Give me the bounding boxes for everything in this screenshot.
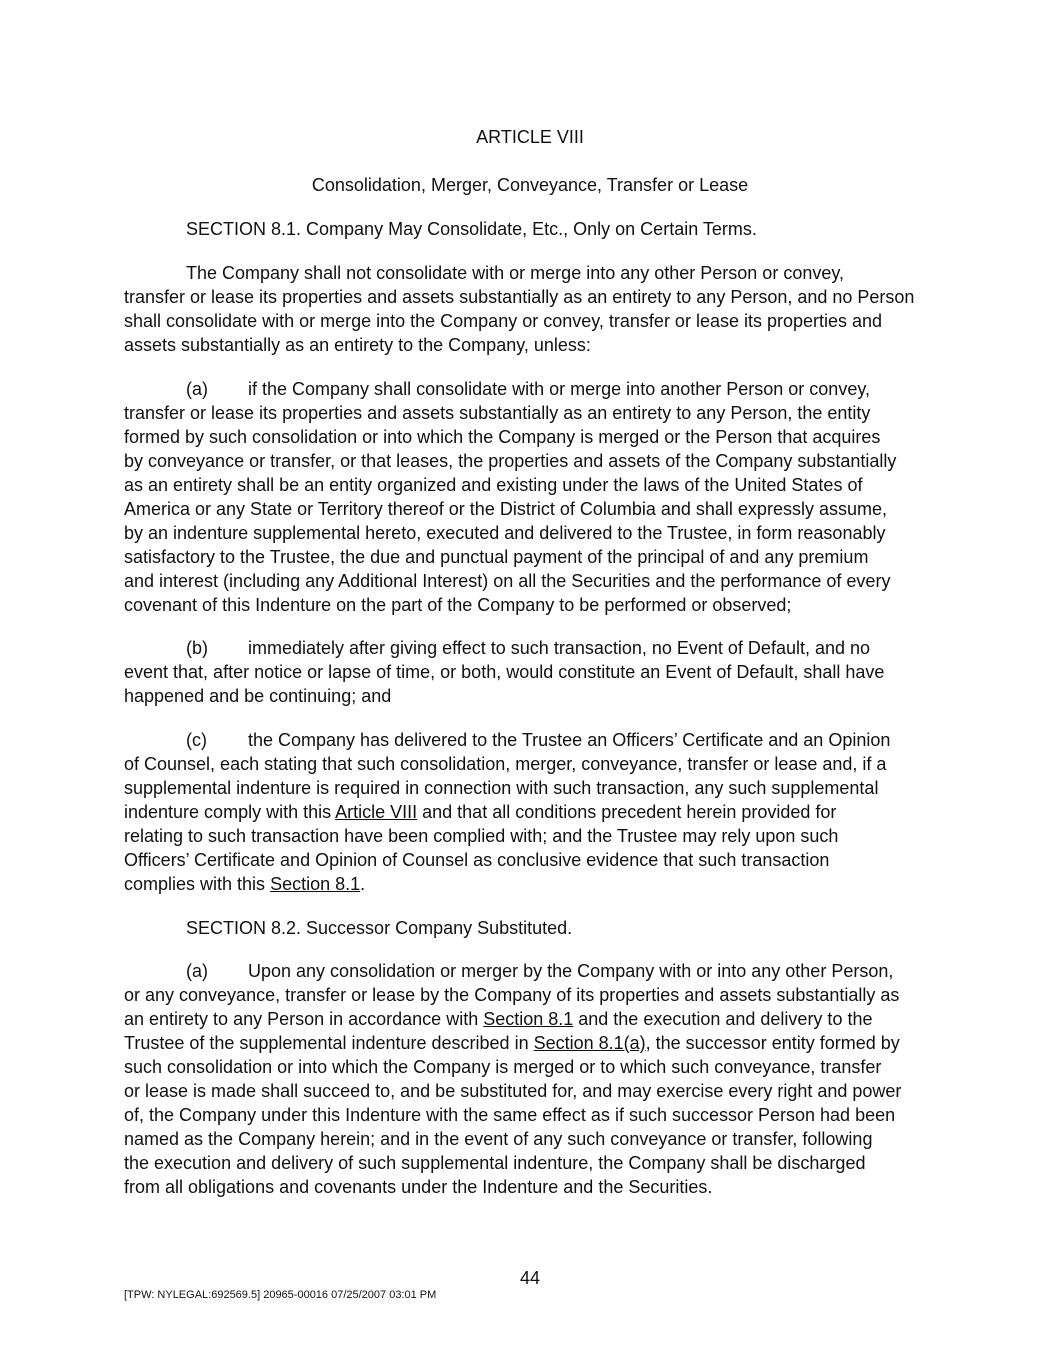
- text-run: complies with this: [124, 874, 271, 894]
- paragraph-line: transfer or lease its properties and assets substantially as an entirety to any Person, the entity: [124, 403, 871, 423]
- clause-label: (c): [186, 730, 207, 750]
- article-viii-reference-link[interactable]: Article VIII: [335, 802, 418, 822]
- paragraph-line: [124, 872, 936, 896]
- paragraph-line: from all obligations and covenants under the Indenture and the Securities.: [124, 1177, 713, 1197]
- clause-text: immediately after giving effect to such transaction, no Event of Default, and no: [248, 638, 871, 658]
- article-subtitle: Consolidation, Merger, Conveyance, Transfer or Lease: [311, 175, 749, 195]
- paragraph-line: [124, 1031, 936, 1055]
- paragraph-line: of, the Company under this Indenture with the same effect as if such successor Person had been: [124, 1105, 896, 1125]
- paragraph-line: by an indenture supplemental hereto, executed and delivered to the Trustee, in form reasonably: [124, 523, 886, 543]
- paragraph-line: [124, 800, 936, 824]
- paragraph-line: shall consolidate with or merge into the Company or convey, transfer or lease its properties and: [124, 311, 883, 331]
- paragraph-line: event that, after notice or lapse of time, or both, would constitute an Event of Default, shall have: [124, 662, 885, 682]
- paragraph-line: [124, 636, 936, 660]
- paragraph-line: of Counsel, each stating that such consolidation, merger, conveyance, transfer or lease and, if a: [124, 754, 887, 774]
- clause-label: (a): [186, 379, 208, 399]
- section-8-1-reference-link[interactable]: Section 8.1: [270, 874, 361, 894]
- clause-8-2-a: [124, 959, 936, 1199]
- section-8-1-heading: SECTION 8.1. Company May Consolidate, Etc., Only on Certain Terms.: [186, 219, 757, 239]
- clause-8-1-a: [124, 377, 936, 617]
- section-8-2-heading: SECTION 8.2. Successor Company Substituted.: [186, 918, 573, 938]
- clause-8-1-b: [124, 636, 936, 708]
- section-8-1a-reference-link[interactable]: Section 8.1(a): [533, 1033, 646, 1053]
- text-run: and the execution and delivery to the: [573, 1009, 873, 1029]
- section-8-1-reference-link[interactable]: Section 8.1: [483, 1009, 574, 1029]
- paragraph-line: happened and be continuing; and: [124, 686, 392, 706]
- clause-label: (a): [186, 961, 208, 981]
- paragraph-line: or any conveyance, transfer or lease by the Company of its properties and assets substantially as: [124, 985, 900, 1005]
- paragraph-line: or lease is made shall succeed to, and be substituted for, and may exercise every right and power: [124, 1081, 902, 1101]
- paragraph-line: supplemental indenture is required in connection with such transaction, any such supplemental: [124, 778, 879, 798]
- text-run: .: [360, 874, 366, 894]
- paragraph-line: [124, 728, 936, 752]
- text-run: indenture comply with this: [124, 802, 336, 822]
- paragraph-line: assets substantially as an entirety to the Company, unless:: [124, 335, 591, 355]
- paragraph-line: formed by such consolidation or into which the Company is merged or the Person that acquires: [124, 427, 881, 447]
- paragraph-line: transfer or lease its properties and assets substantially as an entirety to any Person, and no Person: [124, 287, 915, 307]
- paragraph-line: [124, 1007, 936, 1031]
- text-run: Trustee of the supplemental indenture described in: [124, 1033, 534, 1053]
- paragraph-line: America or any State or Territory thereof or the District of Columbia and shall expressly assume,: [124, 499, 887, 519]
- document-footer: [TPW: NYLEGAL:692569.5] 20965-00016 07/25/2007 03:01 PM: [124, 1289, 437, 1301]
- text-run: , the successor entity formed by: [645, 1033, 900, 1053]
- paragraph-line: The Company shall not consolidate with or merge into any other Person or convey,: [186, 263, 845, 283]
- paragraph-line: [124, 377, 936, 401]
- clause-label: (b): [186, 638, 208, 658]
- section-8-1-intro: [124, 261, 936, 357]
- clause-text: the Company has delivered to the Trustee an Officers’ Certificate and an Opinion: [248, 730, 891, 750]
- paragraph-line: relating to such transaction have been complied with; and the Trustee may rely upon such: [124, 826, 839, 846]
- clause-text: Upon any consolidation or merger by the Company with or into any other Person,: [248, 961, 894, 981]
- paragraph-line: Officers’ Certificate and Opinion of Counsel as conclusive evidence that such transaction: [124, 850, 830, 870]
- paragraph-line: as an entirety shall be an entity organized and existing under the laws of the United States of: [124, 475, 863, 495]
- paragraph-line: and interest (including any Additional Interest) on all the Securities and the performance of every: [124, 571, 891, 591]
- text-run: and that all conditions precedent herein provided for: [417, 802, 837, 822]
- paragraph-line: the execution and delivery of such supplemental indenture, the Company shall be discharged: [124, 1153, 866, 1173]
- paragraph-line: such consolidation or into which the Company is merged or to which such conveyance, transfer: [124, 1057, 882, 1077]
- paragraph-line: [124, 959, 936, 983]
- article-title: ARTICLE VIII: [476, 127, 584, 147]
- paragraph-line: satisfactory to the Trustee, the due and punctual payment of the principal of and any premium: [124, 547, 869, 567]
- paragraph-line: covenant of this Indenture on the part of the Company to be performed or observed;: [124, 595, 792, 615]
- paragraph-line: named as the Company herein; and in the event of any such conveyance or transfer, following: [124, 1129, 873, 1149]
- paragraph-line: by conveyance or transfer, or that leases, the properties and assets of the Company substantially: [124, 451, 897, 471]
- clause-text: if the Company shall consolidate with or merge into another Person or convey,: [248, 379, 870, 399]
- text-run: an entirety to any Person in accordance with: [124, 1009, 484, 1029]
- page-number: 44: [519, 1268, 541, 1288]
- clause-8-1-c: [124, 728, 936, 896]
